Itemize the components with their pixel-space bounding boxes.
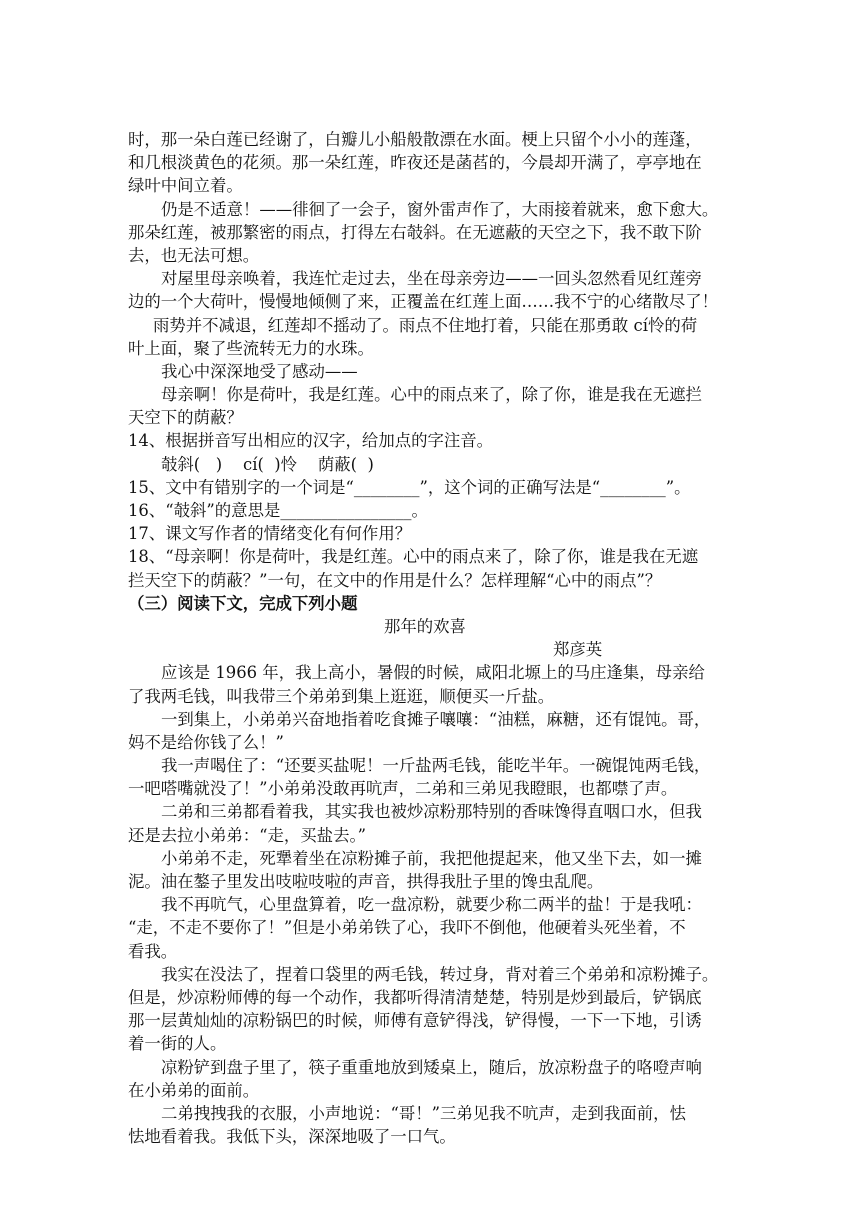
text-line: 着一街的人。 [128, 1034, 227, 1054]
text-line: 了我两毛钱，叫我带三个弟弟到集上逛逛，顺便买一斤盐。 [128, 686, 555, 706]
text-line: 雨势并不减退，红莲却不摇动了。雨点不住地打着，只能在那勇敢 cí怜的荷 [153, 315, 698, 335]
text-line: 一到集上，小弟弟兴奋地指着吃食摊子嚷嚷：“油糕，麻糖，还有馄饨。哥， [161, 709, 711, 729]
text-line: 二弟和三弟都看着我，其实我也被炒凉粉那特别的香味馋得直咽口水，但我 [161, 802, 702, 822]
text-line: 天空下的荫蔽？ [128, 408, 243, 428]
text-line: 郑彦英 [553, 640, 603, 660]
text-line: 我不再吭气，心里盘算着，吃一盘凉粉，就要少称二两半的盐！于是我吼： [161, 895, 702, 915]
text-line: 应该是 1966 年，我上高小，暑假的时候，咸阳北塬上的马庄逢集，母亲给 [161, 663, 705, 683]
text-line: 妈不是给你钱了么！” [128, 732, 284, 752]
text-line: 叶上面，聚了些流转无力的水珠。 [128, 338, 374, 358]
text-line: 凉粉铲到盘子里了，筷子重重地放到矮桌上，随后，放凉粉盘子的咯噔声响 [161, 1057, 702, 1077]
text-line: “走，不走不要你了！”但是小弟弟铁了心，我吓不倒他，他硬着头死坐着，不 [128, 918, 686, 938]
text-line: 泥。油在鏊子里发出吱啦吱啦的声音，拱得我肚子里的馋虫乱爬。 [128, 872, 604, 891]
text-line: 14、根据拼音写出相应的汉字，给加点的字注音。 [128, 431, 494, 451]
text-line: 我一声喝住了：“还要买盐呢！一斤盐两毛钱，能吃半年。一碗馄饨两毛钱， [161, 756, 711, 776]
text-line: 母亲啊！你是荷叶，我是红莲。心中的雨点来了，除了你，谁是我在无遮拦 [161, 385, 702, 405]
text-line: 拦天空下的荫蔽？”一句，在文中的作用是什么？怎样理解“心中的雨点”？ [128, 570, 662, 590]
text-line: 仍是不适意！——徘徊了一会子，窗外雷声作了，大雨接着就来，愈下愈大。 [161, 199, 719, 219]
text-line: （三）阅读下文，完成下列小题 [128, 593, 358, 613]
text-line: 看我。 [128, 941, 178, 961]
text-line: 时，那一朵白莲已经谢了，白瓣儿小船般散漂在水面。梗上只留个小小的莲蓬， [128, 130, 702, 149]
text-line: 我实在没法了，捏着口袋里的两毛钱，转过身，背对着三个弟弟和凉粉摊子。 [161, 964, 719, 984]
text-line: 对屋里母亲唤着，我连忙走过去，坐在母亲旁边——一回头忽然看见红莲旁 [161, 269, 702, 289]
document-page [128, 128, 748, 1148]
text-line: 但是，炒凉粉师傅的每一个动作，我都听得清清楚楚，特别是炒到最后，铲锅底 [128, 987, 702, 1007]
text-line: 16、“攲斜”的意思是________________。 [128, 501, 428, 520]
text-line: 在小弟弟的面前。 [128, 1080, 260, 1100]
text-line: 怯地看着我。我低下头，深深地吸了一口气。 [128, 1127, 456, 1147]
text-line: 攲斜( ) cí( )怜 荫蔽( ) [161, 454, 374, 474]
text-line: 绿叶中间立着。 [128, 176, 243, 196]
text-line: 15、文中有错别字的一个词是“________”，这个词的正确写法是“________”。 [128, 477, 691, 497]
text-line: 边的一个大荷叶，慢慢地倾侧了来，正覆盖在红莲上面……我不宁的心绪散尽了！ [128, 292, 719, 312]
text-line: 那朵红莲，被那繁密的雨点，打得左右攲斜。在无遮蔽的天空之下，我不敢下阶 [128, 222, 702, 242]
text-line: 二弟拽拽我的衣服，小声地说：“哥！”三弟见我不吭声，走到我面前，怯 [161, 1103, 686, 1123]
text-line: 还是去拉小弟弟：“走，买盐去。” [128, 825, 367, 845]
text-line: 17、课文写作者的情绪变化有何作用？ [128, 524, 412, 544]
text-line: 一吧嗒嘴就没了！”小弟弟没敢再吭声，二弟和三弟见我瞪眼，也都噤了声。 [128, 779, 678, 799]
text-line: 和几根淡黄色的花须。那一朵红莲，昨夜还是菡萏的，今晨却开满了，亭亭地在 [128, 153, 702, 173]
text-line: 我心中深深地受了感动—— [161, 361, 358, 381]
text-line: 去，也无法可想。 [128, 245, 260, 265]
text-line: 那一层黄灿灿的凉粉锅巴的时候，师傅有意铲得浅，铲得慢，一下一下地，引诱 [128, 1011, 702, 1031]
text-line: 小弟弟不走，死犟着坐在凉粉摊子前，我把他提起来，他又坐下去，如一摊 [161, 848, 702, 868]
text-line: 18、“母亲啊！你是荷叶，我是红莲。心中的雨点来了，除了你，谁是我在无遮 [128, 547, 699, 567]
text-line: 那年的欢喜 [384, 616, 466, 636]
